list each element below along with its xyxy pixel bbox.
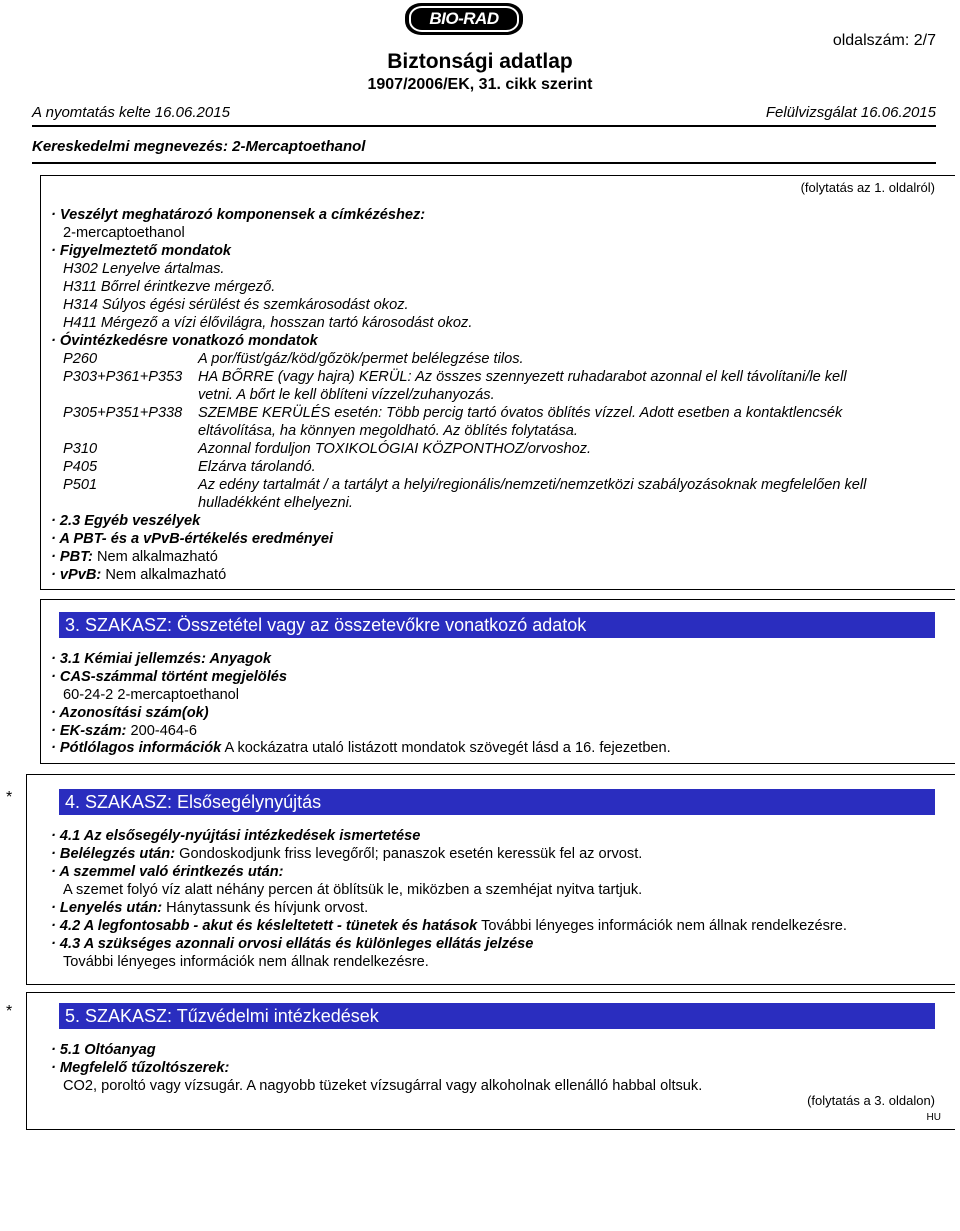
section5-title: 5. SZAKASZ: Tűzvédelmi intézkedések (59, 1003, 935, 1029)
medical-label: · 4.3 A szükséges azonnali orvosi ellátás és különleges ellátás jelzése (51, 936, 534, 952)
suitable-media-value: CO2, poroltó vagy vízsugár. A nagyobb tüzeket vízsugárral vagy alkoholnak ellenálló habbal oltsuk. (63, 1078, 703, 1094)
p-code: P303+P361+P353 (63, 369, 183, 385)
p-text: HA BŐRRE (vagy hajra) KERÜL: Az összes szennyezett ruhadarabot azonnal el kell távolítani/le kell (198, 369, 847, 385)
p-text: Elzárva tárolandó. (198, 459, 316, 475)
p-text: Az edény tartalmát / a tartályt a helyi/regionális/nemzeti/nemzetközi szabályozásoknak megfelelően kell (198, 477, 867, 493)
ingestion-value: Hánytassunk és hívjunk orvost. (166, 900, 369, 916)
additional-line (51, 740, 671, 756)
bio-rad-logo (405, 3, 523, 35)
chem-char: · 3.1 Kémiai jellemzés: Anyagok (51, 651, 272, 667)
section5-box (26, 992, 955, 1130)
other-hazards: · 2.3 Egyéb veszélyek (51, 513, 201, 529)
p-text: vetni. A bőrt le kell öblíteni vízzel/zuhanyozás. (198, 387, 495, 403)
hazard-statement: H314 Súlyos égési sérülést és szemkárosodást okoz. (63, 297, 409, 313)
precautionary-label: · Óvintézkedésre vonatkozó mondatok (51, 333, 318, 349)
p-text: SZEMBE KERÜLÉS esetén: Több percig tartó óvatos öblítés vízzel. Adott esetben a kontaktlencsék (198, 405, 843, 421)
vpvb-value: Nem alkalmazható (105, 567, 227, 583)
ids-label: · Azonosítási szám(ok) (51, 705, 209, 721)
p-text: A por/füst/gáz/köd/gőzök/permet belélegzése tilos. (198, 351, 524, 367)
symptoms-value: További lényeges információk nem állnak rendelkezésre. (481, 918, 847, 934)
pbt-value: Nem alkalmazható (96, 549, 218, 565)
section4-title: 4. SZAKASZ: Elsősegélynyújtás (59, 789, 935, 815)
hazard-statement: H411 Mérgező a vízi élővilágra, hosszan tartó károsodást okoz. (63, 315, 473, 331)
pbt-label: · PBT: (51, 549, 93, 565)
trade-divider (32, 162, 936, 164)
suitable-media-label: · Megfelelő tűzoltószerek: (51, 1060, 230, 1076)
logo-text: BIO-RAD (429, 9, 499, 28)
hazard-statements-label: · Figyelmeztető mondatok (51, 243, 232, 259)
ingestion-line (51, 900, 368, 916)
ec-label: · EK-szám: (51, 723, 127, 739)
vpvb-label: · vPvB: (51, 567, 102, 583)
trade-name: Kereskedelmi megnevezés: 2-Mercaptoethanol (32, 138, 366, 155)
language-code: HU (926, 1112, 941, 1123)
additional-value: A kockázatra utaló listázott mondatok szövegét lásd a 16. fejezetben. (224, 740, 671, 756)
symptoms-line (51, 918, 847, 934)
hazard-components-value: 2-mercaptoethanol (63, 225, 185, 241)
document-title: Biztonsági adatlap (387, 50, 573, 73)
inhalation-label: · Belélegzés után: (51, 846, 176, 862)
eye-value: A szemet folyó víz alatt néhány percen át öblítsük le, miközben a szemhéjat nyitva tartjuk. (63, 882, 643, 898)
p-code: P501 (63, 477, 98, 493)
section3-box (40, 599, 955, 764)
eye-label: · A szemmel való érintkezés után: (51, 864, 284, 880)
printed-date: A nyomtatás kelte 16.06.2015 (32, 104, 230, 121)
section4-box (26, 774, 955, 985)
p-text: eltávolítása, ha könnyen megoldható. Az öblítés folytatása. (198, 423, 578, 439)
vpvb-line (51, 567, 226, 583)
ingestion-label: · Lenyelés után: (51, 900, 163, 916)
ec-line (51, 723, 197, 739)
first-aid-desc: · 4.1 Az elsősegély-nyújtási intézkedések ismertetése (51, 828, 421, 844)
ec-value: 200-464-6 (130, 723, 198, 739)
section5-change-marker: * (6, 1003, 13, 1020)
p-code: P405 (63, 459, 98, 475)
section2-box (40, 175, 955, 590)
cas-value: 60-24-2 2-mercaptoethanol (63, 687, 240, 703)
continued-note: (folytatás az 1. oldalról) (800, 180, 935, 195)
p-text: Azonnal forduljon TOXIKOLÓGIAI KÖZPONTHOZ/orvoshoz. (198, 441, 592, 457)
pbt-line (51, 549, 218, 565)
p-code: P260 (63, 351, 98, 367)
hazard-statement: H311 Bőrrel érintkezve mérgező. (63, 279, 276, 295)
extinguishing-media: · 5.1 Oltóanyag (51, 1042, 156, 1058)
pbt-results: · A PBT- és a vPvB-értékelés eredményei (51, 531, 334, 547)
hazard-statement: H302 Lenyelve ártalmas. (63, 261, 225, 277)
revised-date: Felülvizsgálat 16.06.2015 (765, 104, 936, 121)
p-code: P310 (63, 441, 98, 457)
page-number: oldalszám: 2/7 (832, 32, 936, 49)
p-code: P305+P351+P338 (63, 405, 183, 421)
p-text: hulladékként elhelyezni. (198, 495, 353, 511)
hazard-components-label: · Veszélyt meghatározó komponensek a címkézéshez: (51, 207, 426, 223)
continued-next-note: (folytatás a 3. oldalon) (807, 1093, 935, 1108)
section4-change-marker: * (6, 789, 13, 806)
medical-value: További lényeges információk nem állnak rendelkezésre. (63, 954, 429, 970)
header-divider (32, 125, 936, 127)
inhalation-value: Gondoskodjunk friss levegőről; panaszok esetén keressük fel az orvost. (179, 846, 643, 862)
symptoms-label: · 4.2 A legfontosabb - akut és késleltetett - tünetek és hatások (51, 918, 478, 934)
additional-label: · Pótlólagos információk (51, 740, 222, 756)
inhalation-line (51, 846, 642, 862)
section3-title: 3. SZAKASZ: Összetétel vagy az összetevőkre vonatkozó adatok (59, 612, 935, 638)
cas-label: · CAS-számmal történt megjelölés (51, 669, 287, 685)
document-subtitle: 1907/2006/EK, 31. cikk szerint (367, 76, 593, 93)
